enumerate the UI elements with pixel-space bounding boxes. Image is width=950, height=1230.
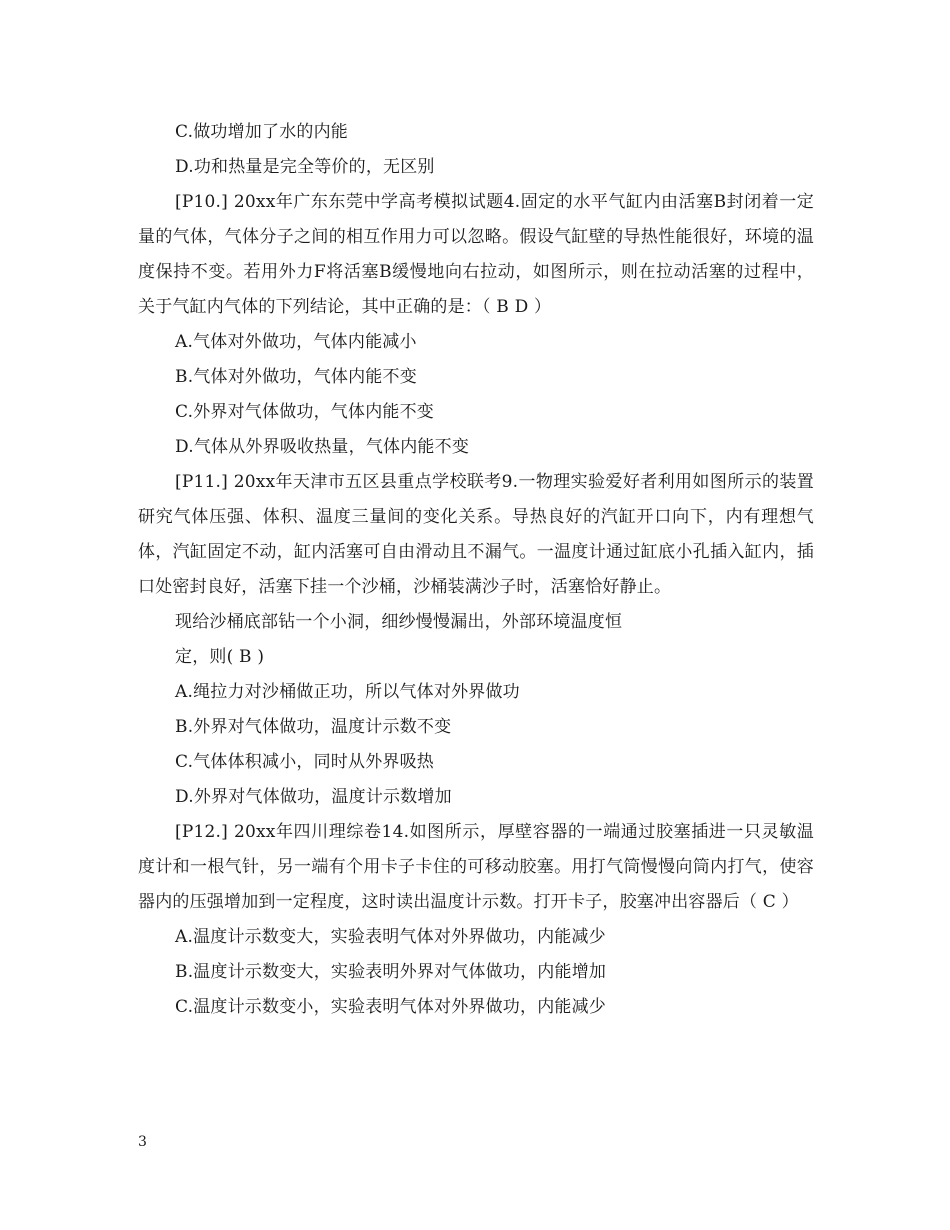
option-p12-a: A.温度计示数变大，实验表明气体对外界做功，内能减少: [175, 927, 606, 947]
question-p11-continuation: 现给沙桶底部钻一个小洞，细纱慢慢漏出，外部环境温度恒: [175, 612, 623, 632]
option-p9-c: C.做功增加了水的内能: [175, 122, 349, 142]
option-p11-b: B.外界对气体做功，温度计示数不变: [175, 717, 452, 737]
page-number: 3: [138, 1134, 147, 1150]
question-p11: [P11.] 20xx年天津市五区县重点学校联考9.一物理实验爱好者利用如图所示的装置研究气体压强、体积、温度三量间的变化关系。导热良好的汽缸开口向下，内有理想气体，汽缸固定不动，缸内活塞可自由滑动且不漏气。一温度计通过缸底小孔插入缸内，插口处密封良好，活塞下挂一个沙桶，沙桶装满沙子时，活塞恰好静止。: [138, 472, 814, 597]
option-p10-a: A.气体对外做功，气体内能减小: [175, 332, 417, 352]
option-p10-d: D.气体从外界吸收热量，气体内能不变: [175, 437, 470, 457]
question-p10: [P10.] 20xx年广东东莞中学高考模拟试题4.固定的水平气缸内由活塞B封闭着一定量的气体，气体分子之间的相互作用力可以忽略。假设气缸壁的导热性能很好，环境的温度保持不变。若用外力F将活塞B缓慢地向右拉动，如图所示，则在拉动活塞的过程中，关于气缸内气体的下列结论，其中正确的是：（ B D ）: [138, 192, 814, 317]
option-p10-c: C.外界对气体做功，气体内能不变: [175, 402, 435, 422]
option-p9-d: D.功和热量是完全等价的，无区别: [175, 157, 435, 177]
option-p12-c: C.温度计示数变小，实验表明气体对外界做功，内能减少: [175, 997, 607, 1017]
option-p11-d: D.外界对气体做功，温度计示数增加: [175, 787, 452, 807]
option-p10-b: B.气体对外做功，气体内能不变: [175, 367, 417, 387]
page-content: [138, 115, 814, 1025]
question-p12: [P12.] 20xx年四川理综卷14.如图所示，厚壁容器的一端通过胶塞插进一只灵敏温度计和一根气针，另一端有个用卡子卡住的可移动胶塞。用打气筒慢慢向筒内打气，使容器内的压强增加到一定程度，这时读出温度计示数。打开卡子，胶塞冲出容器后（ C ）: [138, 822, 814, 912]
option-p12-b: B.温度计示数变大，实验表明外界对气体做功，内能增加: [175, 962, 607, 982]
option-p11-c: C.气体体积减小，同时从外界吸热: [175, 752, 435, 772]
question-p11-answer: 定，则( B ): [175, 647, 265, 667]
option-p11-a: A.绳拉力对沙桶做正功，所以气体对外界做功: [175, 682, 520, 702]
